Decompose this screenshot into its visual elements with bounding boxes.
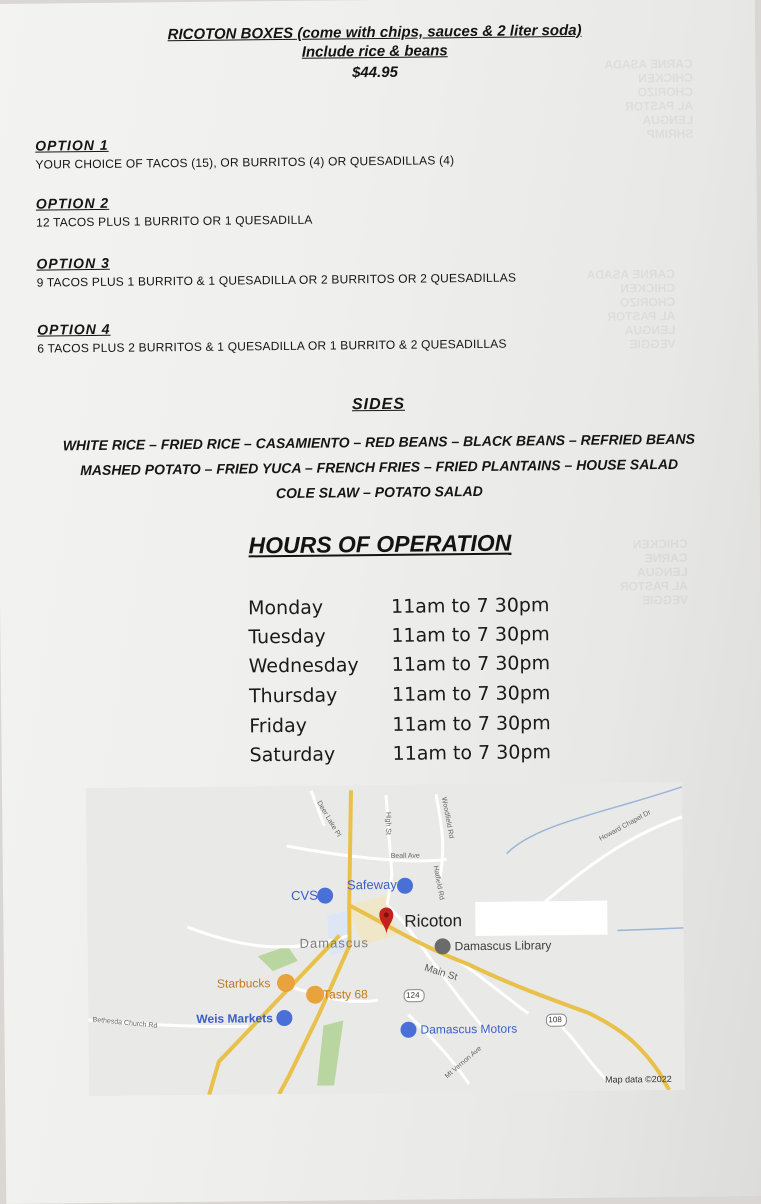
motors-marker — [400, 1022, 416, 1038]
ricoton-label: Ricoton — [404, 911, 463, 931]
bethesda-church-label: Bethesda Church Rd — [92, 1016, 158, 1030]
option-3 — [36, 251, 516, 290]
option-heading: OPTION 2 — [35, 194, 110, 212]
option-description: 6 TACOS PLUS 2 BURRITOS & 1 QUESADILLA OR 1 BURRITO & 2 QUESADILLAS — [37, 336, 507, 356]
option-2 — [36, 193, 313, 230]
option-description: 12 TACOS PLUS 1 BURRITO OR 1 QUESADILLA — [35, 212, 313, 230]
hours-day: Monday — [247, 596, 324, 620]
tasty68-marker — [306, 986, 324, 1004]
hours-row-thursday — [249, 682, 551, 707]
beall-ave-label: Beall Ave — [390, 852, 420, 860]
hours-day: Wednesday — [248, 654, 359, 678]
weis-label: Weis Markets — [196, 1011, 273, 1026]
mt-vernon-label: Mt Vernon Ave — [444, 1045, 484, 1081]
hours-day: Saturday — [249, 743, 336, 767]
map-attribution: Map data ©2022 — [604, 1073, 672, 1085]
hours-row-monday — [248, 594, 550, 619]
hours-title: HOURS OF OPERATION — [248, 529, 512, 559]
hatfield-label: Hatfield Rd — [431, 865, 445, 901]
hours-time: 11am to 7 30pm — [391, 652, 551, 676]
hours-time: 11am to 7 30pm — [391, 682, 551, 706]
boxes-heading — [0, 20, 756, 85]
library-label: Damascus Library — [454, 938, 552, 954]
damascus-label: Damascus — [299, 935, 370, 951]
boxes-subtitle: Include rice & beans — [301, 42, 448, 61]
stream — [506, 787, 683, 854]
starbucks-label: Starbucks — [216, 976, 271, 991]
bleed-through-text: CHICKEN CARNE LENGUA AL PASTOR VEGGIE — [619, 536, 689, 608]
sides-line: WHITE RICE – FRIED RICE – CASAMIENTO – RED BEANS – BLACK BEANS – REFRIED BEANS — [62, 430, 695, 454]
main-st-label: Main St — [423, 962, 459, 984]
bleed-through-text: CARNE ASADA CHICKEN CHORIZO AL PASTOR LENGUA VEGGIE — [586, 266, 676, 352]
park-area — [316, 1020, 344, 1085]
option-heading: OPTION 3 — [36, 254, 110, 272]
stream — [617, 928, 683, 931]
hours-row-saturday — [250, 741, 552, 766]
option-4 — [37, 317, 507, 356]
option-1 — [35, 133, 454, 171]
bleed-through-text: CARNE ASADA CHICKEN CHORIZO AL PASTOR LENGUA SHRIMP — [604, 56, 694, 142]
location-map — [86, 782, 685, 1096]
motors-label: Damascus Motors — [420, 1021, 518, 1037]
cvs-label: CVS — [291, 887, 318, 903]
route-108-label: 108 — [548, 1015, 562, 1025]
hours-row-wednesday — [249, 652, 551, 677]
park-area — [258, 946, 298, 971]
safeway-label: Safeway — [346, 876, 397, 893]
woodfield-label: Woodfield Rd — [439, 796, 455, 840]
cvs-marker — [317, 888, 333, 904]
howard-chapel-label: Howard Chapel Dr — [598, 809, 653, 843]
weis-marker — [276, 1010, 292, 1026]
hours-row-friday — [249, 712, 551, 737]
sides-line: MASHED POTATO – FRIED YUCA – FRENCH FRIES – FRIED PLANTAINS – HOUSE SALAD — [80, 455, 679, 479]
hours-time: 11am to 7 30pm — [392, 741, 552, 765]
hours-time: 11am to 7 30pm — [391, 623, 550, 647]
hours-time: 11am to 7 30pm — [390, 594, 550, 618]
option-description: 9 TACOS PLUS 1 BURRITO & 1 QUESADILLA OR 2 BURRITOS OR 2 QUESADILLAS — [36, 270, 517, 290]
hours-day: Tuesday — [248, 625, 326, 649]
boxes-price: $44.95 — [351, 63, 399, 82]
tasty68-label: Tasty 68 — [323, 987, 368, 1002]
hours-time: 11am to 7 30pm — [392, 712, 551, 736]
option-description: YOUR CHOICE OF TACOS (15), OR BURRITOS (4) OR QUESADILLAS (4) — [35, 153, 455, 172]
hours-row-tuesday — [248, 623, 550, 648]
option-heading: OPTION 1 — [35, 136, 109, 154]
high-st-label: High St — [384, 811, 392, 835]
sides-title: SIDES — [351, 395, 406, 414]
sides-line: COLE SLAW – POTATO SALAD — [275, 482, 483, 502]
starbucks-marker — [277, 974, 295, 992]
deer-lake-label: Deer Lake Pl — [315, 799, 342, 839]
hours-day: Thursday — [248, 684, 338, 708]
safeway-marker — [397, 878, 413, 894]
pin-label-background — [475, 901, 607, 936]
route-124-label: 124 — [406, 990, 420, 1000]
hours-day: Friday — [249, 714, 308, 738]
option-heading: OPTION 4 — [37, 320, 111, 338]
boxes-title: RICOTON BOXES (come with chips, sauces & 2 liter soda) — [167, 21, 582, 44]
